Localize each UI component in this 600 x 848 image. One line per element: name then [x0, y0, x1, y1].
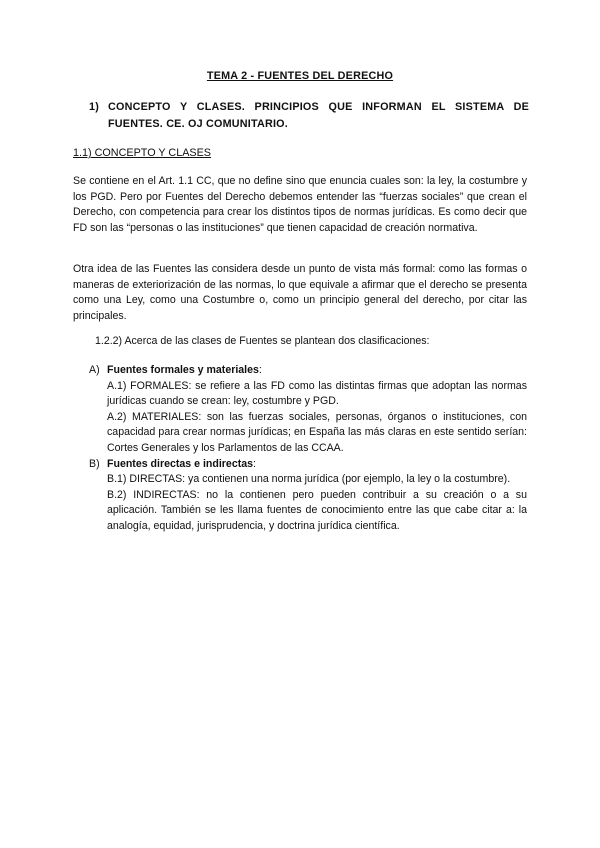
- list-subitem: A.1) FORMALES: se refiere a las FD como las distintas firmas que adoptan las normas jurídicas cuando se crean: ley, costumbre y PGD.: [107, 379, 527, 408]
- classification-list: [89, 363, 527, 535]
- section-number: 1): [89, 101, 100, 113]
- list-subitem: B.1) DIRECTAS: ya contienen una norma jurídica (por ejemplo, la ley o la costumbre).: [107, 473, 511, 486]
- paragraph: Se contiene en el Art. 1.1 CC, que no define sino que enuncia cuales son: la ley, la costumbre y los PGD. Pero por Fuentes del Derecho debemos entender las “fuerzas sociales” que crean el Derecho, con competencia para crear los distintos tipos de normas jurídicas. Es como decir que FD son las “personas o las instituciones” que tienen capacidad de creación normativa.: [73, 175, 527, 234]
- list-item-heading-text: Fuentes formales y materiales: [107, 364, 259, 376]
- list-subitem: A.2) MATERIALES: son las fuerzas sociales, personas, órganos o instituciones, con capacidad para crear normas jurídicas; en España las más claras en este sentido serían: Cortes Generales y los Parlamentos de las CCAA.: [107, 410, 527, 454]
- section-heading-text: CONCEPTO Y CLASES. PRINCIPIOS QUE INFORMAN EL SISTEMA DE FUENTES. CE. OJ COMUNITARIO.: [108, 101, 529, 130]
- list-item-heading: [107, 363, 527, 379]
- list-item-heading-text: Fuentes directas e indirectas: [107, 457, 254, 470]
- list-marker: B): [89, 457, 100, 470]
- paragraph: Otra idea de las Fuentes las considera desde un punto de vista más formal: como las formas o maneras de exteriorización de las normas, lo que equivale a afirmar que el derecho se presenta como una Ley, como una Costumbre o, como un principio general del derecho, por citar las principales.: [73, 263, 527, 322]
- subsection-heading: 1.1) CONCEPTO Y CLASES: [73, 147, 212, 159]
- heading-colon: :: [258, 364, 262, 376]
- list-subitem: B.2) INDIRECTAS: no la contienen pero pueden contribuir a su creación o a su aplicación. También se les llama fuentes de conocimiento entre las que cabe citar a: la analogía, equidad, jurisprudencia, y doctrina jurídica científica.: [107, 488, 527, 532]
- classification-intro: 1.2.2) Acerca de las clases de Fuentes se plantean dos clasificaciones:: [95, 335, 430, 347]
- document-title: TEMA 2 - FUENTES DEL DERECHO: [206, 70, 394, 82]
- heading-colon: :: [253, 457, 256, 470]
- list-marker: A): [89, 364, 100, 376]
- list-item-heading: [107, 457, 527, 473]
- list-item: [89, 363, 527, 457]
- list-item: [89, 457, 527, 535]
- section-heading: [89, 99, 529, 133]
